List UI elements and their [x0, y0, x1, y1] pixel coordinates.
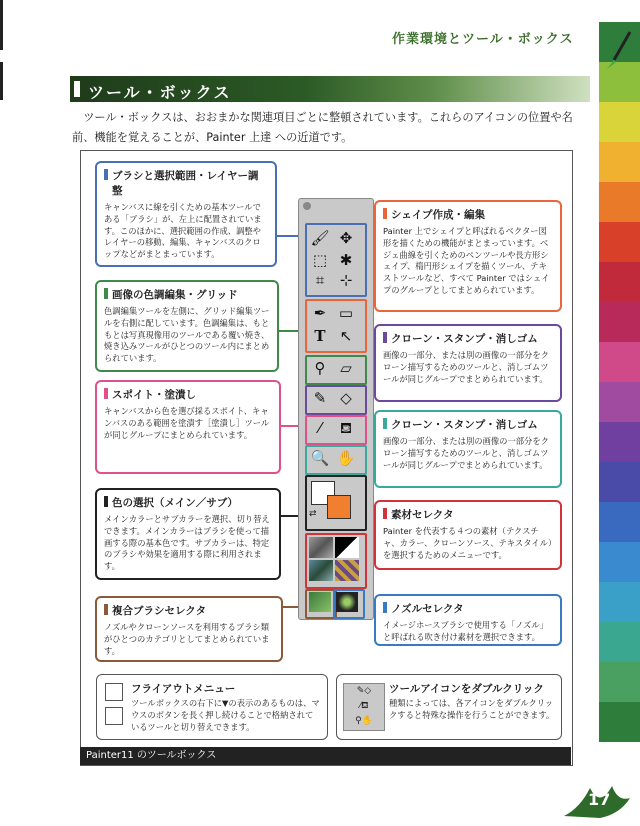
toolbox-close-icon[interactable]: [303, 202, 311, 210]
color-stripe: [599, 22, 640, 742]
box-body: メインカラーとサブカラーを選択、切り替えできます。メインカラーはブラシを使って描画する際の基本色です。サブカラーは、特定のブラシや効果を適用する際に利用されます。: [104, 514, 270, 572]
box-title: ブラシと選択範囲・レイヤー調整: [104, 168, 268, 198]
gradient-selector[interactable]: [335, 537, 359, 558]
transform-icon[interactable]: ⊹: [339, 271, 353, 289]
box-title: ノズルセレクタ: [383, 601, 553, 616]
tip-title: フライアウトメニュー: [131, 683, 236, 695]
tip-body: 種類によっては、各アイコンをダブルクリックすると特殊な操作を行うことができます。: [389, 698, 555, 720]
bucket-icon[interactable]: ⛾: [339, 419, 353, 437]
tip-double-click: [336, 674, 562, 740]
tip-flyout: [96, 674, 328, 740]
box-compound: [95, 596, 283, 662]
brush-decoration-icon: [604, 30, 634, 70]
box-brush: [95, 161, 277, 267]
sub-color-swatch[interactable]: [327, 495, 351, 519]
box-title: 色の選択（メイン／サブ）: [104, 495, 272, 510]
box-shape: [374, 200, 562, 312]
box-nozzle: [374, 594, 562, 646]
dodge-icon[interactable]: ⚲: [314, 359, 326, 377]
nozzle-selector[interactable]: [336, 592, 358, 612]
clone-icon[interactable]: ✎: [313, 389, 327, 407]
section-marker: [74, 81, 80, 97]
box-title: シェイプ作成・編集: [383, 207, 553, 222]
brush-icon[interactable]: 🖌: [310, 229, 330, 247]
crop-icon[interactable]: ⌗: [315, 271, 325, 289]
toolbox: [298, 198, 374, 620]
dropper-icon[interactable]: ⁄: [318, 419, 322, 437]
box-body: ノズルやクローンソースを利用するブラシ類がひとつのカテゴリとしてまとめられています。: [104, 622, 270, 656]
flyout-icon: [105, 683, 123, 701]
weave-selector[interactable]: [335, 560, 359, 581]
pen-icon[interactable]: ✒: [313, 304, 327, 322]
box-title: クローン・スタンプ・消しゴム: [383, 331, 553, 346]
marquee-icon[interactable]: ⬚: [312, 251, 328, 269]
tip-body: ツールボックスの右下に▼の表示のあるものは、マウスのボタンを長く押し続けることで格納されているツールと切り替えできます。: [131, 698, 320, 732]
move-icon[interactable]: ✥: [339, 229, 353, 247]
eraser-icon[interactable]: ◇: [340, 389, 352, 407]
box-clone-2: [374, 410, 562, 488]
box-material: [374, 500, 562, 570]
texture-selector[interactable]: [309, 537, 333, 558]
tip-title: ツールアイコンをダブルクリック: [389, 683, 544, 695]
box-body: 色調編集ツールを左側に、グリッド編集ツールを右側に配しています。色調編集は、もともとは写真現像用のツールである覆い焼き、焼き込みツールがひとつのツール内にまとめられています。: [104, 306, 270, 364]
hand-icon[interactable]: ✋: [336, 449, 356, 467]
magic-wand-icon[interactable]: ✱: [339, 251, 353, 269]
box-body: 画像の一部分、または別の画像の一部分をクローン描写するためのツールと、消しゴムツールが同じグループでまとめられています。: [383, 436, 549, 470]
grid-icon[interactable]: ▱: [340, 359, 352, 377]
box-clone-1: [374, 324, 562, 402]
box-body: キャンバスから色を選び採るスポイト、キャンバスのある範囲を塗潰す［塗潰し］ツールが同じグループにまとめられています。: [104, 406, 270, 440]
text-icon[interactable]: T: [314, 327, 326, 345]
box-body: Painter 上でシェイプと呼ばれるベクター図形を描くための機能がまとまっています。ベジェ曲線を引くためのペンツールや長方形シェイプ、楕円形シェイプを描くツール、テキストツールなど、すべて Painter ではシェイプのグループとしてまとめられています。: [383, 226, 550, 295]
box-body: 画像の一部分、または別の画像の一部分をクローン描写するためのツールと、消しゴムツールが同じグループでまとめられています。: [383, 350, 549, 384]
swap-colors-icon[interactable]: ⇄: [309, 509, 317, 519]
look-selector[interactable]: [309, 592, 331, 612]
box-body: キャンバスに線を引くための基本ツールである「ブラシ」が、左上に配置されています。このほかに、選択範囲の作成、調整やレイヤーの移動、編集、キャンバスのクロップなどがまとまっています。: [104, 202, 262, 260]
intro-paragraph: ツール・ボックスは、おおまかな関連項目ごとに整頓されています。これらのアイコンの位置や名前、機能を覚えることが、Painter 上達 への近道です。: [72, 111, 573, 144]
figure-caption: Painter11 のツールボックス: [80, 747, 571, 765]
rectangle-icon[interactable]: ▭: [338, 304, 354, 322]
magnifier-icon[interactable]: 🔍: [310, 449, 330, 467]
box-title: スポイト・塗潰し: [104, 387, 272, 402]
box-title: クローン・スタンプ・消しゴム: [383, 417, 553, 432]
clone-source-selector[interactable]: [309, 560, 333, 581]
box-body: Painter を代表する４つの素材（テクスチャ、カラー、クローンソース、テキスタイル）を選択するためのメニューです。: [383, 526, 553, 560]
box-title: 素材セレクタ: [383, 507, 553, 522]
flyout-icon: [105, 707, 123, 725]
box-dropper: [95, 380, 281, 474]
section-title: ツール・ボックス: [88, 83, 232, 102]
box-color-select: [95, 488, 281, 580]
box-body: イメージホースブラシで使用する「ノズル」と呼ばれる吹き付け素材を選択できます。: [383, 620, 548, 642]
page-number: 17: [588, 790, 611, 809]
box-color-edit: [95, 280, 279, 372]
mini-toolbox-icon: ✎◇ ⁄⛾ ⚲✋: [343, 683, 385, 731]
box-title: 複合ブラシセレクタ: [104, 603, 274, 618]
chapter-title: 作業環境とツール・ボックス: [392, 32, 574, 47]
box-title: 画像の色調編集・グリッド: [104, 287, 270, 302]
arrow-icon[interactable]: ↖: [339, 327, 353, 345]
